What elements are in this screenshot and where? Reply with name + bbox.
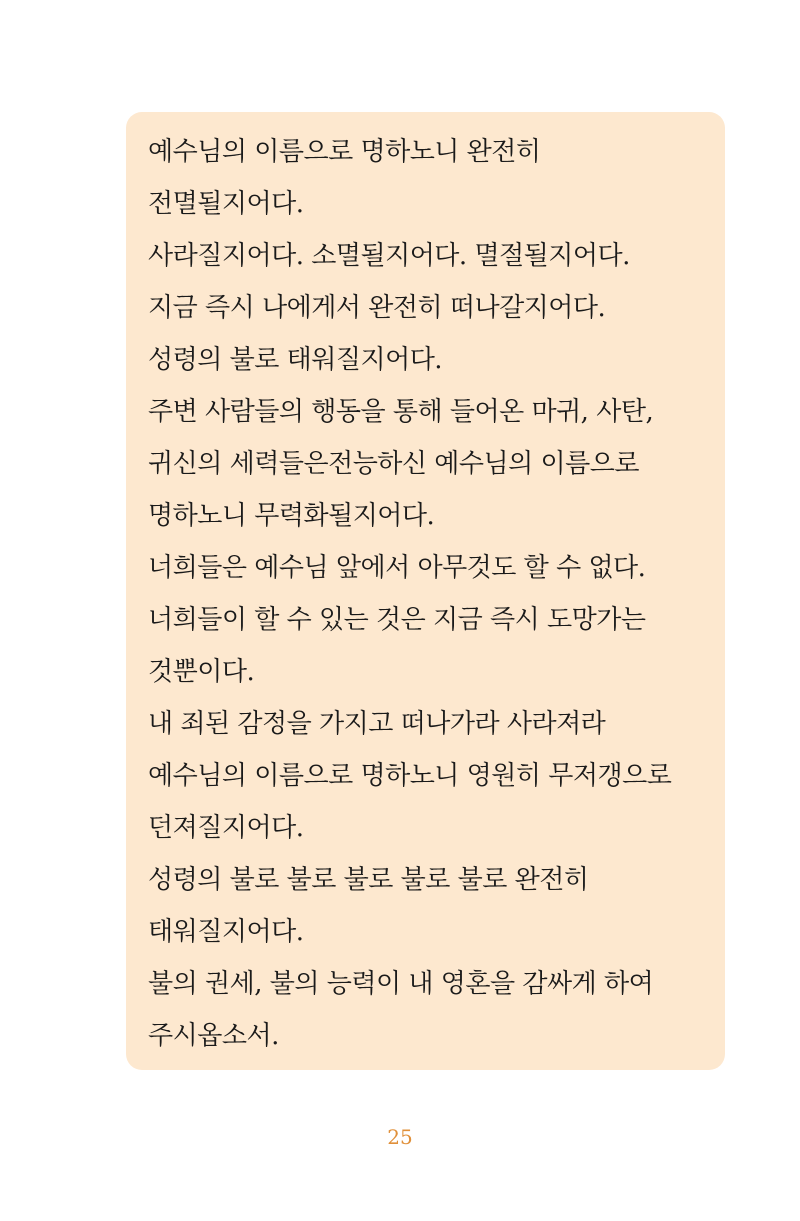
prayer-line: 사라질지어다. 소멸될지어다. 멸절될지어다. bbox=[148, 241, 630, 271]
prayer-line: 것뿐이다. bbox=[148, 657, 255, 687]
prayer-line: 예수님의 이름으로 명하노니 영원히 무저갱으로 bbox=[148, 761, 672, 791]
prayer-line: 너희들이 할 수 있는 것은 지금 즉시 도망가는 bbox=[148, 605, 646, 635]
prayer-line: 불의 권세, 불의 능력이 내 영혼을 감싸게 하여 bbox=[148, 969, 654, 999]
prayer-line: 성령의 불로 불로 불로 불로 불로 완전히 bbox=[148, 865, 589, 895]
prayer-line: 귀신의 세력들은전능하신 예수님의 이름으로 bbox=[148, 449, 639, 479]
prayer-line: 주변 사람들의 행동을 통해 들어온 마귀, 사탄, bbox=[148, 397, 654, 427]
prayer-text-box bbox=[126, 112, 725, 1070]
prayer-line: 지금 즉시 나에게서 완전히 떠나갈지어다. bbox=[148, 293, 606, 323]
prayer-line: 내 죄된 감정을 가지고 떠나가라 사라져라 bbox=[148, 709, 606, 739]
prayer-line: 전멸될지어다. bbox=[148, 189, 304, 219]
prayer-line: 예수님의 이름으로 명하노니 완전히 bbox=[148, 137, 541, 167]
prayer-line: 태워질지어다. bbox=[148, 917, 304, 947]
prayer-line: 너희들은 예수님 앞에서 아무것도 할 수 없다. bbox=[148, 553, 646, 583]
page-number: 25 bbox=[387, 1125, 413, 1149]
prayer-line: 주시옵소서. bbox=[148, 1021, 279, 1051]
prayer-line: 던져질지어다. bbox=[148, 813, 304, 843]
prayer-line: 명하노니 무력화될지어다. bbox=[148, 501, 435, 531]
prayer-line: 성령의 불로 태워질지어다. bbox=[148, 345, 443, 375]
